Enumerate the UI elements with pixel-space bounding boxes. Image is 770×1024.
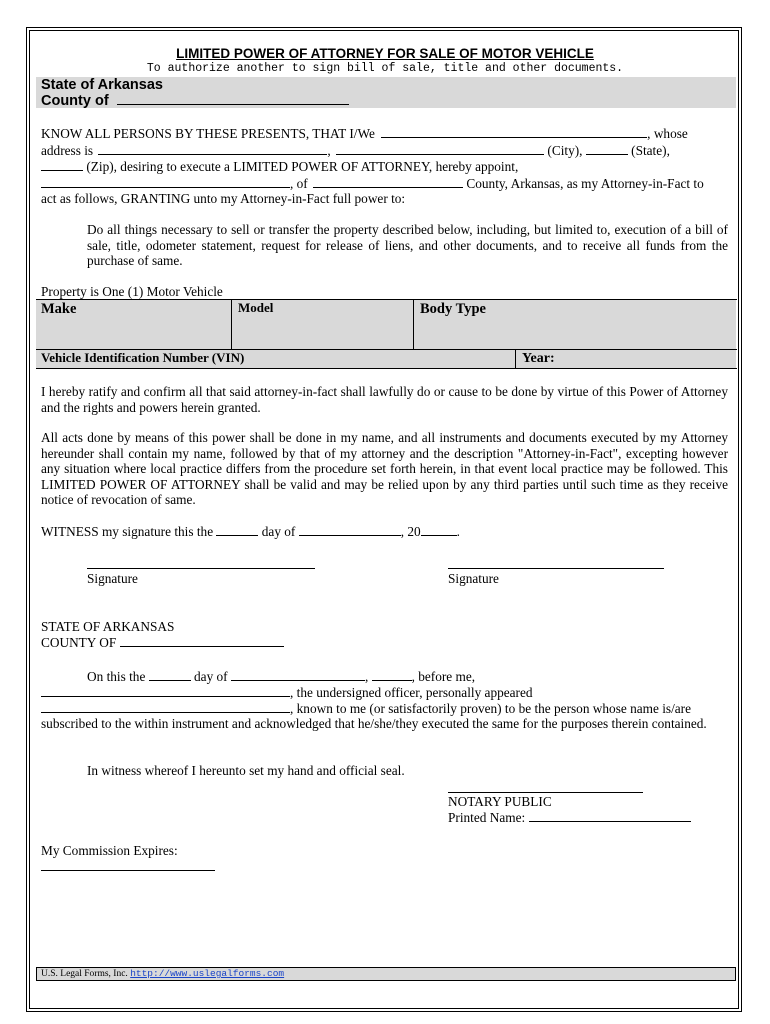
county-label: County of bbox=[41, 93, 109, 109]
witness-text-period: . bbox=[456, 524, 460, 539]
principal-name-blank[interactable] bbox=[381, 126, 647, 138]
footer-link[interactable]: http://www.uslegalforms.com bbox=[130, 968, 285, 979]
signature-line-right[interactable] bbox=[448, 568, 664, 569]
notary-known-line bbox=[41, 701, 691, 717]
witness-line bbox=[41, 524, 460, 540]
witness-text-year-prefix: , 20 bbox=[400, 524, 421, 539]
address-blank[interactable] bbox=[98, 143, 327, 155]
intro-text-of: , of bbox=[290, 176, 308, 191]
document-title: LIMITED POWER OF ATTORNEY FOR SALE OF MOTOR VEHICLE bbox=[176, 46, 594, 61]
model-label: Model bbox=[238, 300, 274, 315]
intro-line-3 bbox=[41, 159, 518, 175]
intro-text-comma: , bbox=[327, 143, 331, 158]
intro-text-zip: (Zip), desiring to execute a LIMITED POWER OF ATTORNEY, hereby appoint, bbox=[86, 159, 519, 174]
notary-signature-line[interactable] bbox=[448, 792, 643, 793]
attorney-county-blank[interactable] bbox=[313, 176, 463, 188]
intro-line-4 bbox=[41, 176, 704, 192]
grid-divider-1 bbox=[231, 299, 232, 349]
intro-line-5: act as follows, GRANTING unto my Attorney-in-Fact full power to: bbox=[41, 191, 406, 206]
notary-text-before-me: , before me, bbox=[411, 669, 476, 684]
notary-text-on-this: On this the bbox=[87, 669, 146, 684]
grid-divider-2 bbox=[413, 299, 414, 349]
make-label: Make bbox=[41, 301, 77, 317]
signature-line-left[interactable] bbox=[87, 568, 315, 569]
intro-text-whose: , whose bbox=[647, 126, 688, 141]
notary-in-witness: In witness whereof I hereunto set my hand and official seal. bbox=[87, 763, 405, 778]
county-blank[interactable] bbox=[117, 93, 349, 105]
vin-row-bottom-line bbox=[36, 368, 737, 369]
notary-month-blank[interactable] bbox=[231, 669, 365, 681]
intro-line-1 bbox=[41, 126, 688, 142]
body-type-label: Body Type bbox=[420, 301, 486, 317]
signature-label-left: Signature bbox=[87, 571, 138, 586]
notary-printed-name-label: Printed Name: bbox=[448, 810, 526, 825]
intro-text-city: (City), bbox=[547, 143, 583, 158]
intro-text-persons: KNOW ALL PERSONS BY THESE PRESENTS, THAT I/We bbox=[41, 126, 375, 141]
state-label: State of Arkansas bbox=[41, 77, 163, 93]
vin-row-divider bbox=[515, 349, 516, 369]
zip-blank[interactable] bbox=[41, 159, 83, 171]
county-label-row bbox=[41, 93, 349, 109]
powers-paragraph: Do all things necessary to sell or transfer the property described below, including, but limited to, execution of a bill of sale, title, odometer statement, request for release of liens, and other documents, and to receive all funds from the purchase of same. bbox=[87, 222, 728, 269]
state-blank[interactable] bbox=[586, 143, 628, 155]
witness-year-blank[interactable] bbox=[421, 524, 457, 536]
notary-county-row bbox=[41, 635, 284, 651]
notary-subscribed-text: subscribed to the within instrument and acknowledged that he/she/they executed the same for the purposes therein contained. bbox=[41, 716, 707, 731]
witness-text-day-of: day of bbox=[261, 524, 296, 539]
intro-text-address: address is bbox=[41, 143, 94, 158]
commission-expires-label: My Commission Expires: bbox=[41, 843, 178, 858]
witness-month-blank[interactable] bbox=[299, 524, 401, 536]
commission-expires-line[interactable] bbox=[41, 870, 215, 871]
vehicle-description-grid bbox=[36, 300, 736, 349]
notary-year-blank[interactable] bbox=[372, 669, 412, 681]
footer-company: U.S. Legal Forms, Inc. bbox=[41, 969, 128, 979]
notary-text-appeared: , the undersigned officer, personally appeared bbox=[290, 685, 533, 700]
grid-top-line bbox=[36, 299, 737, 300]
intro-text-county: County, Arkansas, as my Attorney-in-Fact to bbox=[466, 176, 704, 191]
footer bbox=[41, 968, 284, 979]
notary-state: STATE OF ARKANSAS bbox=[41, 619, 175, 634]
notary-county-blank[interactable] bbox=[120, 635, 284, 647]
notary-officer-blank[interactable] bbox=[41, 685, 290, 697]
notary-text-known: , known to me (or satisfactorily proven) to be the person whose name is/are bbox=[290, 701, 692, 716]
document-subtitle: To authorize another to sign bill of sale, title and other documents. bbox=[146, 62, 624, 75]
notary-text-comma: , bbox=[364, 669, 369, 684]
notary-person-blank[interactable] bbox=[41, 701, 290, 713]
attorney-name-blank[interactable] bbox=[41, 176, 290, 188]
notary-county-label: COUNTY OF bbox=[41, 635, 117, 650]
property-heading: Property is One (1) Motor Vehicle bbox=[41, 284, 223, 299]
notary-text-day-of: day of bbox=[194, 669, 228, 684]
witness-day-blank[interactable] bbox=[216, 524, 258, 536]
year-label: Year: bbox=[522, 351, 555, 366]
city-blank[interactable] bbox=[336, 143, 544, 155]
notary-public-label: NOTARY PUBLIC bbox=[448, 794, 552, 809]
witness-text-this: WITNESS my signature this the bbox=[41, 524, 214, 539]
ratify-paragraph: I hereby ratify and confirm all that said attorney-in-fact shall lawfully do or cause to be done by virtue of this Power of Attorney and the rights and powers herein granted. bbox=[41, 384, 728, 415]
signature-label-right: Signature bbox=[448, 571, 499, 586]
intro-text-state: (State), bbox=[631, 143, 670, 158]
notary-date-line bbox=[87, 669, 475, 685]
notary-printed-name-row bbox=[448, 810, 691, 826]
acts-paragraph: All acts done by means of this power shall be done in my name, and all instruments and documents executed by my Attorney hereunder shall contain my name, followed by that of my attorney and the description "Attorney-in-Fact", excepting however any situation where local practice differs from the procedure set forth herein, in that event local practice may be followed. This LIMITED POWER OF ATTORNEY shall be valid and may be relied upon by any third parties until such time as they receive notice of revocation of same. bbox=[41, 430, 728, 508]
intro-line-2 bbox=[41, 143, 670, 159]
notary-day-blank[interactable] bbox=[149, 669, 191, 681]
notary-appeared-line bbox=[41, 685, 533, 701]
vin-label: Vehicle Identification Number (VIN) bbox=[41, 350, 245, 365]
notary-printed-name-blank[interactable] bbox=[529, 810, 691, 822]
